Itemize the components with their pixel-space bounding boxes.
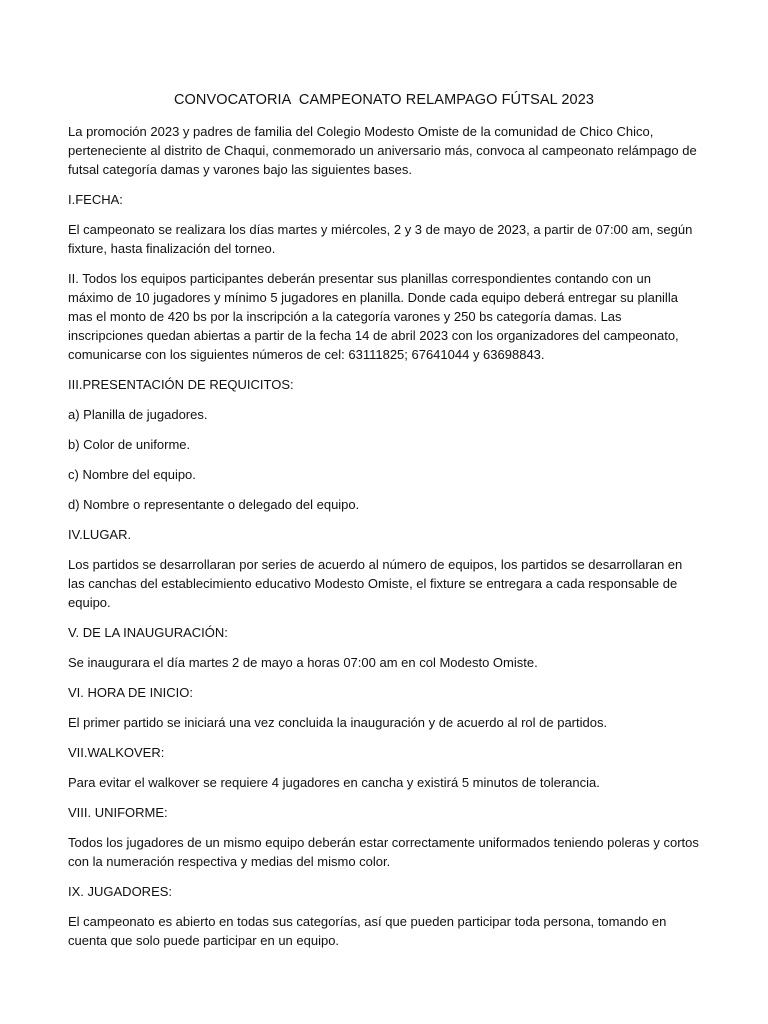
inauguracion-paragraph: Se inaugurara el día martes 2 de mayo a horas 07:00 am en col Modesto Omiste. — [68, 655, 538, 670]
inscripcion-paragraph: II. Todos los equipos participantes deberán presentar sus planillas correspondientes contando con un máximo de 10 jugadores y mínimo 5 jugadores en planilla. Donde cada equipo deberá entregar su planilla mas el monto de 420 bs por la inscripción a la categoría varones y 250 bs categoría damas. Las inscripciones quedan abiertas a partir de la fecha 14 de abril 2023 con los organizadores del campeonato, comunicarse con los siguientes números de cel: 63111825; 67641044 y 63698843. — [68, 271, 679, 362]
section-heading-jugadores: IX. JUGADORES: — [68, 884, 173, 899]
intro-paragraph: La promoción 2023 y padres de familia del Colegio Modesto Omiste de la comunidad de Chico Chico, perteneciente al distrito de Chaqui, conmemorado un aniversario más, convoca al campeonato relámpago de futsal categoría damas y varones bajo las siguientes bases. — [68, 124, 697, 177]
section-heading-uniforme: VIII. UNIFORME: — [68, 805, 168, 820]
requisito-item: c) Nombre del equipo. — [68, 467, 196, 482]
section-heading-hora-inicio: VI. HORA DE INICIO: — [68, 685, 193, 700]
section-heading-lugar: IV.LUGAR. — [68, 527, 132, 542]
hora-inicio-paragraph: El primer partido se iniciará una vez concluida la inauguración y de acuerdo al rol de partidos. — [68, 715, 608, 730]
section-heading-walkover: VII.WALKOVER: — [68, 745, 165, 760]
lugar-paragraph: Los partidos se desarrollaran por series de acuerdo al número de equipos, los partidos se desarrollaran en las canchas del establecimiento educativo Modesto Omiste, el fixture se entregara a cada responsable de equipo. — [68, 557, 683, 610]
section-heading-inauguracion: V. DE LA INAUGURACIÓN: — [68, 625, 228, 640]
document-title: CONVOCATORIA CAMPEONATO RELAMPAGO FÚTSAL 2023 — [173, 92, 595, 108]
jugadores-paragraph: El campeonato es abierto en todas sus categorías, así que pueden participar toda persona, tomando en cuenta que solo puede participar en un equipo. — [68, 914, 667, 948]
section-heading-requisitos: III.PRESENTACIÓN DE REQUICITOS: — [68, 377, 294, 392]
requisito-item: a) Planilla de jugadores. — [68, 407, 208, 422]
requisito-item: b) Color de uniforme. — [68, 437, 191, 452]
fecha-paragraph: El campeonato se realizara los días martes y miércoles, 2 y 3 de mayo de 2023, a partir de 07:00 am, según fixture, hasta finalización del torneo. — [68, 222, 693, 256]
uniforme-paragraph: Todos los jugadores de un mismo equipo deberán estar correctamente uniformados teniendo poleras y cortos con la numeración respectiva y medias del mismo color. — [68, 835, 699, 869]
walkover-paragraph: Para evitar el walkover se requiere 4 jugadores en cancha y existirá 5 minutos de tolerancia. — [68, 775, 600, 790]
requisito-item: d) Nombre o representante o delegado del equipo. — [68, 497, 360, 512]
section-heading-fecha: I.FECHA: — [68, 192, 123, 207]
